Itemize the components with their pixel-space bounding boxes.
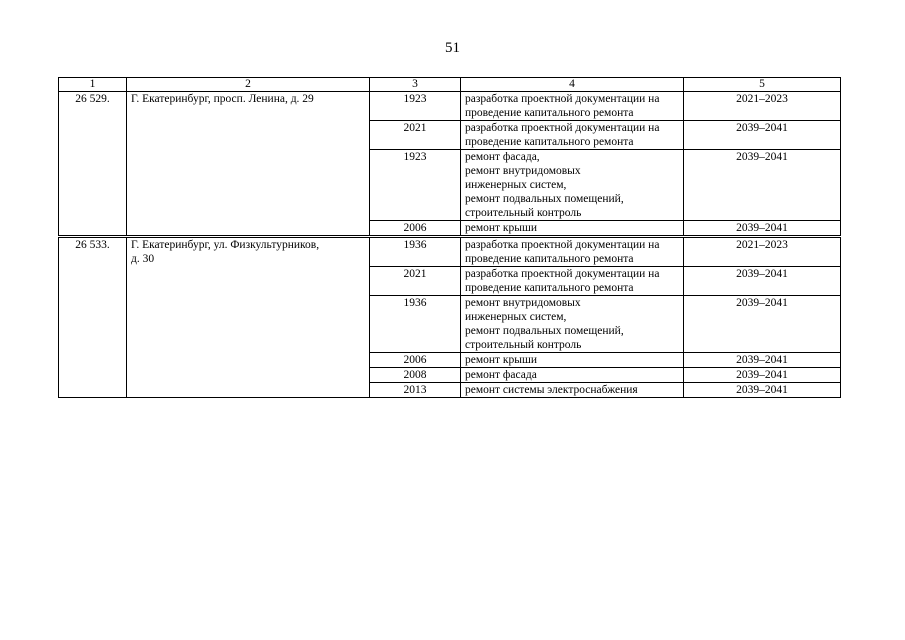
work-term: 2039–2041 (684, 353, 841, 368)
table-row (59, 92, 841, 121)
work-term: 2039–2041 (684, 267, 841, 296)
work-description: разработка проектной документации на проведение капитального ремонта (461, 267, 684, 296)
work-description: ремонт фасада (461, 368, 684, 383)
work-description: ремонт крыши (461, 353, 684, 368)
work-year: 2021 (370, 267, 461, 296)
work-year: 2006 (370, 353, 461, 368)
work-term: 2039–2041 (684, 221, 841, 237)
table-row (59, 237, 841, 267)
entry-address: Г. Екатеринбург, просп. Ленина, д. 29 (127, 92, 370, 237)
work-year: 1923 (370, 92, 461, 121)
entry-number: 26 533. (59, 237, 127, 398)
entry-number: 26 529. (59, 92, 127, 237)
work-description: разработка проектной документации на проведение капитального ремонта (461, 92, 684, 121)
work-year: 2021 (370, 121, 461, 150)
work-year: 1936 (370, 296, 461, 353)
header-col-4: 4 (461, 78, 684, 92)
work-description: разработка проектной документации на проведение капитального ремонта (461, 237, 684, 267)
entry-address: Г. Екатеринбург, ул. Физкультурников, д. 30 (127, 237, 370, 398)
work-year: 2013 (370, 383, 461, 398)
work-year: 1923 (370, 150, 461, 221)
work-term: 2039–2041 (684, 368, 841, 383)
work-year: 1936 (370, 237, 461, 267)
work-term: 2039–2041 (684, 150, 841, 221)
table-body (59, 92, 841, 398)
header-col-3: 3 (370, 78, 461, 92)
header-col-5: 5 (684, 78, 841, 92)
header-row (59, 78, 841, 92)
work-year: 2008 (370, 368, 461, 383)
work-term: 2039–2041 (684, 383, 841, 398)
capital-repair-table (58, 77, 841, 398)
work-description: ремонт внутридомовых инженерных систем, ремонт подвальных помещений, строительный контроль (461, 296, 684, 353)
work-term: 2021–2023 (684, 92, 841, 121)
work-term: 2039–2041 (684, 296, 841, 353)
work-description: ремонт фасада, ремонт внутридомовых инженерных систем, ремонт подвальных помещений, строительный контроль (461, 150, 684, 221)
work-description: разработка проектной документации на проведение капитального ремонта (461, 121, 684, 150)
work-description: ремонт системы электроснабжения (461, 383, 684, 398)
work-description: ремонт крыши (461, 221, 684, 237)
page-number: 51 (445, 40, 460, 56)
header-col-1: 1 (59, 78, 127, 92)
work-year: 2006 (370, 221, 461, 237)
header-col-2: 2 (127, 78, 370, 92)
work-term: 2039–2041 (684, 121, 841, 150)
work-term: 2021–2023 (684, 237, 841, 267)
